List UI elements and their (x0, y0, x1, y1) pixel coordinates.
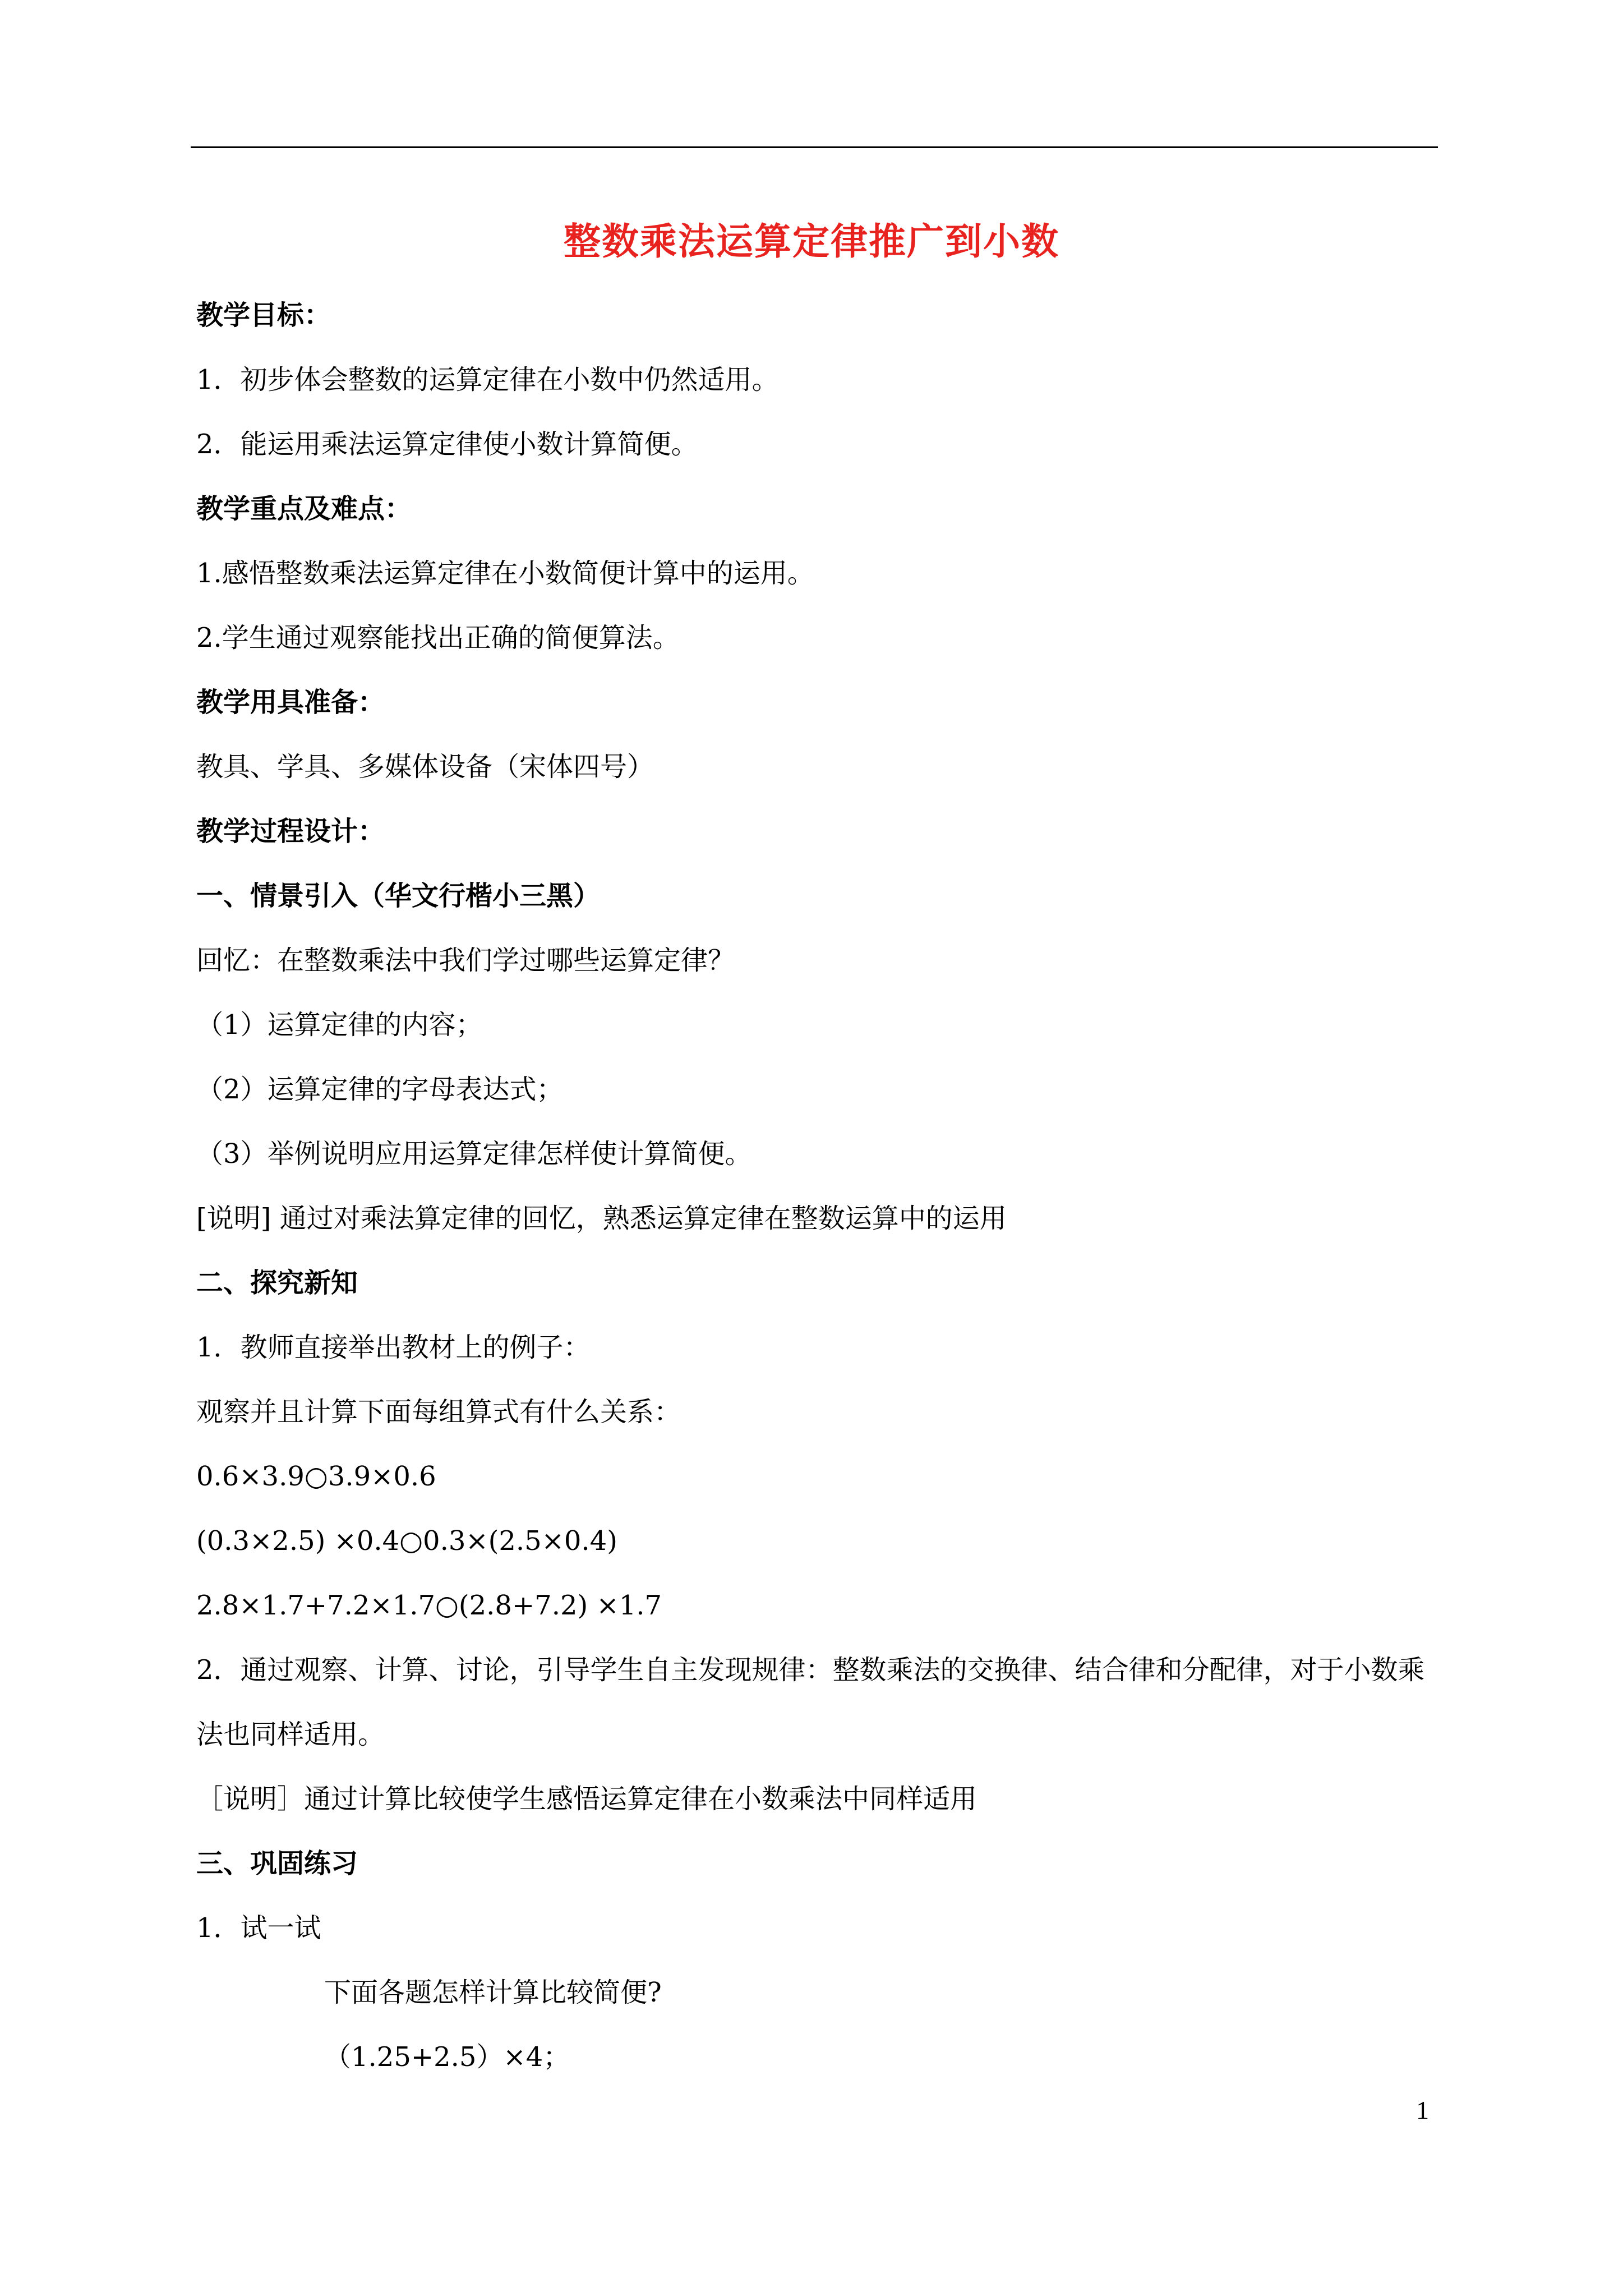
section-1-heading: 一、情景引入（华文行楷小三黑） (196, 880, 601, 912)
objective-1: 1．初步体会整数的运算定律在小数中仍然适用。 (196, 364, 779, 395)
practice-expression: （1.25+2.5）×4； (324, 2041, 570, 2073)
expression-1: 0.6×3.9○3.9×0.6 (196, 1461, 436, 1492)
heading-objectives: 教学目标： (196, 300, 331, 331)
section-3-heading: 三、巩固练习 (196, 1848, 358, 1879)
expression-2: (0.3×2.5) ×0.4○0.3×(2.5×0.4) (196, 1525, 617, 1557)
practice-question: 下面各题怎样计算比较简便? (324, 1977, 662, 2008)
key-point-2: 2.学生通过观察能找出正确的简便算法。 (196, 622, 680, 654)
document-title: 整数乘法运算定律推广到小数 (564, 219, 1059, 263)
recall-item-1: （1）运算定律的内容； (196, 1009, 483, 1041)
heading-materials: 教学用具准备： (196, 687, 385, 718)
practice-item-1: 1．试一试 (196, 1912, 321, 1944)
heading-key-points: 教学重点及难点： (196, 493, 412, 524)
recall-item-3: （3）举例说明应用运算定律怎样使计算简便。 (196, 1138, 752, 1170)
explore-step-1: 1．教师直接举出教材上的例子： (196, 1332, 591, 1363)
page-number: 1 (1416, 2096, 1429, 2124)
recall-item-2: （2）运算定律的字母表达式； (196, 1074, 564, 1105)
heading-process: 教学过程设计： (196, 816, 385, 847)
note-1: [说明] 通过对乘法算定律的回忆，熟悉运算定律在整数运算中的运用 (196, 1203, 1007, 1234)
note-2: ［说明］通过计算比较使学生感悟运算定律在小数乘法中同样适用 (196, 1783, 978, 1815)
objective-2: 2．能运用乘法运算定律使小数计算简便。 (196, 429, 698, 460)
section-2-heading: 二、探究新知 (196, 1267, 358, 1299)
recall-question: 回忆：在整数乘法中我们学过哪些运算定律？ (196, 945, 735, 976)
materials-text: 教具、学具、多媒体设备（宋体四号） (196, 751, 654, 783)
explore-instruction: 观察并且计算下面每组算式有什么关系： (196, 1396, 681, 1428)
header-rule (191, 146, 1438, 148)
explore-step-2: 2．通过观察、计算、讨论，引导学生自主发现规律：整数乘法的交换律、结合律和分配律，对于小数乘法也同样适用。 (196, 1654, 1425, 1750)
key-point-1: 1.感悟整数乘法运算定律在小数简便计算中的运用。 (196, 558, 814, 589)
expression-3: 2.8×1.7+7.2×1.7○(2.8+7.2) ×1.7 (196, 1590, 662, 1621)
